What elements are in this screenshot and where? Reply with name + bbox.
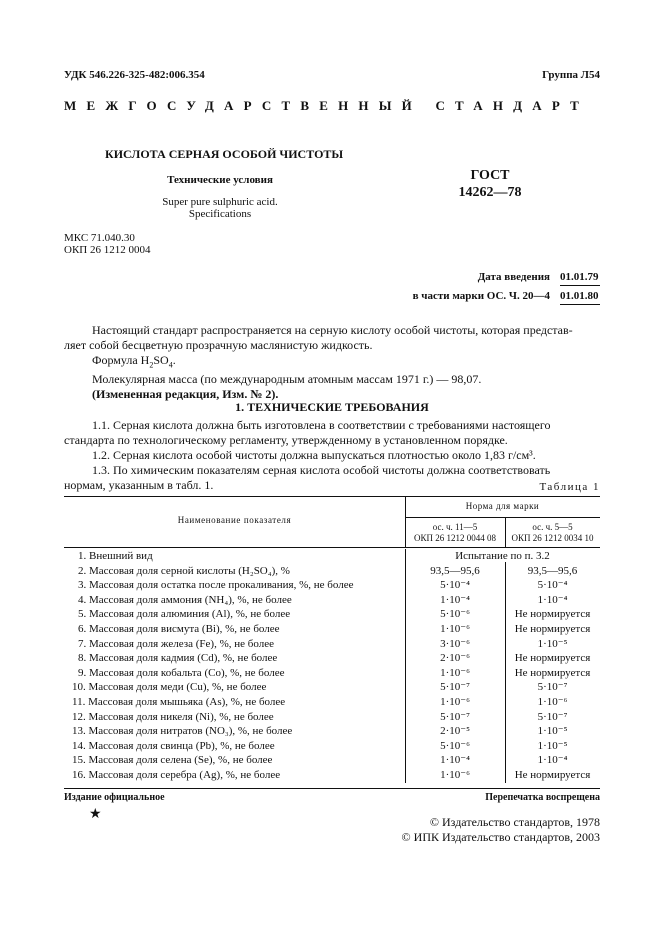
col-a-head-1: ос. ч. 11—5: [432, 522, 478, 532]
official-edition: Издание официальное: [64, 792, 165, 803]
reprint-prohibited: Перепечатка воспрещена: [485, 792, 600, 803]
table-top-rule: [64, 496, 600, 497]
col-a-head-2: ОКП 26 1212 0044 08: [413, 533, 496, 543]
row-value-a: 3·10⁻⁶: [440, 637, 470, 650]
row-value-a: 1·10⁻⁶: [440, 695, 470, 708]
row-value-a: 1·10⁻⁴: [440, 754, 470, 767]
para-1-3-line-1: 1.3. По химическим показателям серная кислота особой чистоты должна соответствовать: [92, 463, 551, 477]
row-indicator: 13. Массовая доля нитратов (NO₃), %, не более: [72, 725, 293, 738]
row-value-b: 5·10⁻⁴: [537, 579, 568, 592]
row-value-b: 93,5—95,6: [527, 564, 578, 577]
row-value-a: 2·10⁻⁵: [440, 725, 470, 738]
row-value-a: 93,5—95,6: [430, 564, 480, 577]
english-title-1: Super pure sulphuric acid.: [162, 196, 278, 208]
row-value-a: 1·10⁻⁶: [440, 622, 470, 635]
mark-date-value: 01.01.80: [560, 290, 599, 302]
star-icon: ★: [89, 807, 102, 822]
table-row: [64, 607, 600, 622]
english-title-2: Specifications: [188, 208, 252, 220]
row-value-a: 1·10⁻⁶: [440, 666, 470, 679]
row-value-a: 1·10⁻⁴: [440, 593, 470, 606]
row-indicator: 5. Массовая доля алюминия (Al), %, не более: [78, 608, 291, 621]
table-row: [64, 739, 600, 754]
row-indicator: 7. Массовая доля железа (Fe), %, не более: [78, 637, 274, 650]
para-1-2: 1.2. Серная кислота особой чистоты должна выпускаться плотностью около 1,83 г/см³.: [92, 448, 536, 462]
row-indicator: 1. Внешний вид: [78, 550, 153, 562]
row-value-span: Испытание по п. 3.2: [455, 550, 550, 562]
row-indicator: 16. Массовая доля серебра (Ag), %, не более: [72, 768, 281, 781]
row-value-b: 5·10⁻⁷: [537, 681, 568, 694]
table-row: [64, 564, 600, 579]
gost-number: 14262—78: [458, 185, 522, 200]
table-subheader-rule: [405, 517, 600, 518]
table-row: [64, 637, 600, 652]
intro-line-2: ляет собой бесцветную прозрачную маслянистую жидкость.: [64, 338, 373, 352]
table-row: [64, 680, 600, 695]
col-b-head-2: ОКП 26 1212 0034 10: [511, 533, 594, 543]
row-value-a: 5·10⁻⁷: [440, 710, 470, 723]
gost-label: ГОСТ: [470, 168, 510, 183]
okp-code: ОКП 26 1212 0004: [64, 244, 151, 256]
group-code: Группа Л54: [542, 69, 600, 81]
table-row: [64, 651, 600, 666]
para-1-1-line-2: стандарта по технологическому регламенту, утвержденному в установленном порядке.: [64, 433, 508, 447]
table-row: [64, 768, 600, 783]
document-title: КИСЛОТА СЕРНАЯ ОСОБОЙ ЧИСТОТЫ: [105, 147, 344, 161]
row-value-b: Не нормируется: [514, 666, 591, 679]
footer-rule: [64, 788, 600, 789]
col-b-head-1: ос. ч. 5—5: [532, 522, 573, 532]
row-value-b: 5·10⁻⁷: [537, 710, 568, 723]
table-body: [64, 549, 600, 783]
table-row: [64, 695, 600, 710]
table-caption: Таблица 1: [539, 481, 600, 493]
molar-mass: Молекулярная масса (по международным атомным массам 1971 г.) — 98,07.: [92, 372, 482, 387]
table-row: [64, 593, 600, 608]
date-underline-2: [560, 304, 600, 305]
amendment-note: (Измененная редакция, Изм. № 2).: [92, 387, 279, 402]
copyright-2003: © ИПК Издательство стандартов, 2003: [401, 830, 600, 844]
row-indicator: 14. Массовая доля свинца (Pb), %, не более: [72, 739, 275, 752]
row-value-b: 1·10⁻⁴: [537, 593, 568, 606]
row-value-a: 5·10⁻⁴: [440, 579, 470, 592]
table-row: [64, 666, 600, 681]
table-row: [64, 710, 600, 725]
row-value-b: Не нормируется: [514, 652, 591, 665]
table-header-rule: [64, 547, 600, 548]
table-row: [64, 724, 600, 739]
row-value-b: 1·10⁻⁵: [537, 725, 568, 738]
intro-line-1: Настоящий стандарт распространяется на серную кислоту особой чистоты, которая представ-: [92, 323, 573, 337]
row-indicator: 15. Массовая доля селена (Se), %, не более: [72, 754, 273, 767]
row-value-b: 1·10⁻⁴: [537, 754, 568, 767]
copyright-1978: © Издательство стандартов, 1978: [429, 815, 600, 829]
row-value-a: 5·10⁻⁶: [440, 739, 470, 752]
row-value-a: 5·10⁻⁶: [440, 608, 470, 621]
para-1-1-line-1: 1.1. Серная кислота должна быть изготовлена в соответствии с требованиями настоящего: [92, 418, 551, 432]
row-indicator: 8. Массовая доля кадмия (Cd), %, не более: [78, 652, 278, 665]
date-underline-1: [560, 285, 600, 286]
requirements-table: [64, 549, 600, 783]
table-col-norm: Норма для марки: [465, 501, 540, 511]
table-row: [64, 578, 600, 593]
row-value-a: 1·10⁻⁶: [440, 768, 470, 781]
table-vline-body-1: [405, 549, 406, 783]
row-indicator: 11. Массовая доля мышьяка (As), %, не более: [72, 695, 286, 708]
row-value-b: 1·10⁻⁵: [537, 739, 568, 752]
banner: МЕЖГОСУДАРСТВЕННЫЙ СТАНДАРТ: [64, 98, 590, 113]
row-value-b: 1·10⁻⁶: [537, 695, 568, 708]
udk-code: УДК 546.226-325-482:006.354: [64, 69, 205, 81]
intro-date-value: 01.01.79: [560, 271, 599, 283]
row-value-b: Не нормируется: [514, 608, 591, 621]
table-row: [64, 753, 600, 768]
table-row: [64, 549, 600, 564]
section-heading: 1. ТЕХНИЧЕСКИЕ ТРЕБОВАНИЯ: [235, 400, 429, 414]
intro-date-label: Дата введения: [477, 271, 550, 283]
row-indicator: 9. Массовая доля кобальта (Co), %, не более: [78, 666, 285, 679]
row-indicator: 4. Массовая доля аммония (NH₄), %, не более: [78, 593, 292, 606]
row-value-b: 1·10⁻⁵: [537, 637, 568, 650]
row-value-b: Не нормируется: [514, 768, 591, 781]
row-indicator: 3. Массовая доля остатка после прокаливания, %, не более: [78, 579, 354, 592]
table-row: [64, 622, 600, 637]
row-indicator: 10. Массовая доля меди (Cu), %, не более: [72, 681, 267, 694]
row-value-a: 2·10⁻⁶: [440, 652, 470, 665]
row-value-b: Не нормируется: [514, 622, 591, 635]
row-indicator: 12. Массовая доля никеля (Ni), %, не более: [72, 710, 274, 723]
para-1-3-line-2: нормам, указанным в табл. 1.: [64, 478, 214, 492]
mks-code: МКС 71.040.30: [64, 232, 135, 244]
row-indicator: 2. Массовая доля серной кислоты (H₂SO₄), %: [78, 564, 290, 577]
mark-date-label: в части марки ОС. Ч. 20—4: [412, 290, 550, 302]
row-indicator: 6. Массовая доля висмута (Bi), %, не более: [78, 622, 280, 635]
document-subtitle: Технические условия: [167, 174, 273, 186]
table-vline-body-2: [505, 562, 506, 783]
formula: Формула $H_2SO_4$.: [92, 353, 176, 370]
table-col-name: Наименование показателя: [177, 515, 292, 525]
row-value-a: 5·10⁻⁷: [440, 681, 470, 694]
